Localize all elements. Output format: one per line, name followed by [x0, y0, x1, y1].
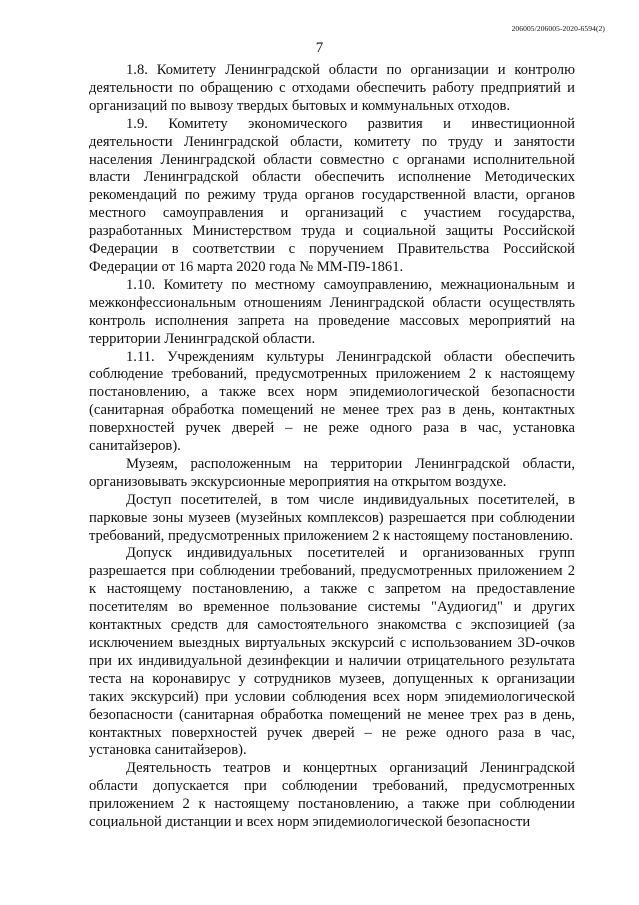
paragraph-1-8: 1.8. Комитету Ленинградской области по организации и контролю деятельности по обращению с отходами обеспечить работу предприятий и организаций по вывозу твердых бытовых и коммунальных отходов. [89, 62, 575, 114]
paragraph-visitor-access: Доступ посетителей, в том числе индивидуальных посетителей, в парковые зоны музеев (музейных комплексов) разрешается при соблюдении требований, предусмотренных приложением 2 к настоящему постановлению. [89, 491, 575, 544]
paragraph-1-9: 1.9. Комитету экономического развития и инвестиционной деятельности Ленинградской области, комитету по труду и занятости населения Ленинградской области совместно с органами исполнительной власти Ленинградской области обеспечить исполнение Методических рекомендаций по режиму труда органов государственной власти, органов местного самоуправления и организаций с участием государства, разработанных Министерством труда и социальной защиты Российской Федерации в соответствии с поручением Правительства Российской Федерации от 16 марта 2020 года № ММ-П9-1861. [89, 115, 575, 275]
paragraph-group-admission: Допуск индивидуальных посетителей и организованных групп разрешается при соблюдении требований, предусмотренных приложением 2 к настоящему постановлению, а также с запретом на предоставление посетителям во временное пользование системы "Аудиогид" и других контактных средств для самостоятельного знакомства с экспозицией (за исключением выездных виртуальных экскурсий с использованием 3D-очков при их индивидуальной дезинфекции и наличии отрицательного результата теста на коронавирус у сотрудников музеев, допущенных к организации таких экскурсий) при условии соблюдения всех норм эпидемиологической безопасности (санитарная обработка помещений не менее трех раз в день, контактных поверхностей ручек дверей – не реже одного раза в час, установка санитайзеров). [89, 545, 575, 759]
page-number: 7 [315, 40, 324, 56]
document-body [89, 62, 575, 832]
paragraph-theatres: Деятельность театров и концертных организаций Ленинградской области допускается при соблюдении требований, предусмотренных приложением 2 к настоящему постановлению, а также при соблюдении социальной дистанции и всех норм эпидемиологической безопасности [89, 760, 575, 831]
document-id: 206005/206005-2020-6594(2) [511, 24, 605, 33]
paragraph-museums: Музеям, расположенным на территории Ленинградской области, организовывать экскурсионные мероприятия на открытом воздухе. [89, 455, 575, 490]
paragraph-1-11: 1.11. Учреждениям культуры Ленинградской области обеспечить соблюдение требований, предусмотренных приложением 2 к настоящему постановлению, а также всех норм эпидемиологической безопасности (санитарная обработка помещений не менее трех раз в день, контактных поверхностей ручек дверей – не реже одного раза в час, установка санитайзеров). [89, 348, 575, 455]
paragraph-1-10: 1.10. Комитету по местному самоуправлению, межнациональным и межконфессиональным отношениям Ленинградской области осуществлять контроль исполнения запрета на проведение массовых мероприятий на территории Ленинградской области. [89, 276, 575, 347]
